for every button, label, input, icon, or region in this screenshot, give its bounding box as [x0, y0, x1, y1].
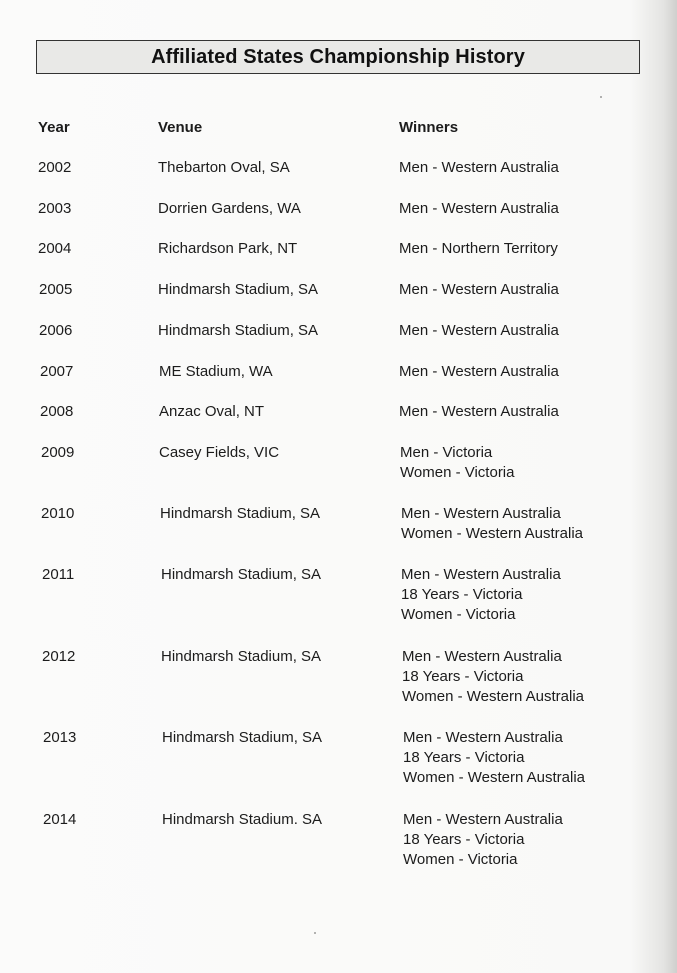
- row-winners: [401, 504, 583, 544]
- row-venue: Hindmarsh Stadium, SA: [158, 322, 319, 339]
- scan-speck: [314, 932, 316, 934]
- winner-entry: Women - Western Australia: [402, 688, 585, 705]
- winner-entry: 18 Years - Victoria: [401, 586, 523, 603]
- winner-entry: Women - Victoria: [401, 606, 516, 623]
- row-venue: Casey Fields, VIC: [159, 444, 280, 461]
- winner-entry: Men - Western Australia: [403, 729, 563, 746]
- row-year: 2013: [43, 729, 77, 746]
- row-winners: [399, 280, 559, 300]
- row-venue: Dorrien Gardens, WA: [158, 200, 301, 217]
- row-winners: [399, 362, 559, 382]
- row-venue: Thebarton Oval, SA: [158, 159, 290, 176]
- winner-entry: Women - Victoria: [403, 851, 518, 868]
- row-year: 2003: [38, 200, 72, 217]
- row-winners: [402, 647, 584, 707]
- winner-entry: Women - Western Australia: [403, 769, 586, 786]
- winner-entry: Men - Western Australia: [399, 200, 559, 217]
- header-venue: Venue: [158, 119, 203, 136]
- row-venue: Anzac Oval, NT: [159, 403, 265, 420]
- title-box: [36, 40, 640, 74]
- row-winners: [400, 443, 515, 483]
- row-year: 2006: [39, 322, 73, 339]
- scan-speck: [600, 96, 602, 98]
- row-winners: [399, 321, 559, 341]
- winner-entry: Women - Western Australia: [401, 525, 584, 542]
- header-winners: Winners: [399, 119, 459, 136]
- row-year: 2011: [42, 566, 75, 583]
- winner-entry: Men - Western Australia: [399, 363, 559, 380]
- row-venue: Hindmarsh Stadium, SA: [161, 648, 322, 665]
- row-year: 2008: [40, 403, 74, 420]
- winner-entry: Men - Western Australia: [399, 159, 559, 176]
- header-year: Year: [38, 119, 70, 136]
- row-winners: [401, 565, 561, 625]
- winner-entry: Men - Victoria: [400, 444, 493, 461]
- row-venue: ME Stadium, WA: [159, 363, 273, 380]
- row-year: 2002: [38, 159, 72, 176]
- row-year: 2012: [42, 648, 76, 665]
- row-winners: [399, 158, 559, 178]
- winner-entry: Men - Western Australia: [401, 566, 561, 583]
- winner-entry: Men - Western Australia: [399, 403, 559, 420]
- row-year: 2010: [41, 505, 75, 522]
- row-year: 2007: [40, 363, 74, 380]
- winner-entry: Men - Western Australia: [399, 322, 559, 339]
- row-year: 2009: [41, 444, 75, 461]
- row-venue: Richardson Park, NT: [158, 240, 298, 257]
- row-year: 2014: [43, 811, 77, 828]
- winner-entry: 18 Years - Victoria: [402, 668, 524, 685]
- row-venue: Hindmarsh Stadium, SA: [158, 281, 319, 298]
- winner-entry: 18 Years - Victoria: [403, 749, 525, 766]
- row-winners: [399, 402, 559, 422]
- row-winners: [403, 728, 585, 788]
- winner-entry: Men - Northern Territory: [399, 240, 558, 257]
- winner-entry: Men - Western Australia: [403, 811, 563, 828]
- row-winners: [399, 199, 559, 219]
- winner-entry: Women - Victoria: [400, 464, 515, 481]
- row-year: 2005: [39, 281, 73, 298]
- row-venue: Hindmarsh Stadium, SA: [162, 729, 323, 746]
- row-winners: [403, 810, 563, 870]
- row-venue: Hindmarsh Stadium, SA: [161, 566, 322, 583]
- winner-entry: Men - Western Australia: [399, 281, 559, 298]
- winner-entry: Men - Western Australia: [402, 648, 562, 665]
- row-winners: [399, 239, 558, 259]
- winner-entry: Men - Western Australia: [401, 505, 561, 522]
- row-venue: Hindmarsh Stadium. SA: [162, 811, 323, 828]
- row-venue: Hindmarsh Stadium, SA: [160, 505, 321, 522]
- row-year: 2004: [38, 240, 72, 257]
- page-title: Affiliated States Championship History: [151, 45, 525, 68]
- winner-entry: 18 Years - Victoria: [403, 831, 525, 848]
